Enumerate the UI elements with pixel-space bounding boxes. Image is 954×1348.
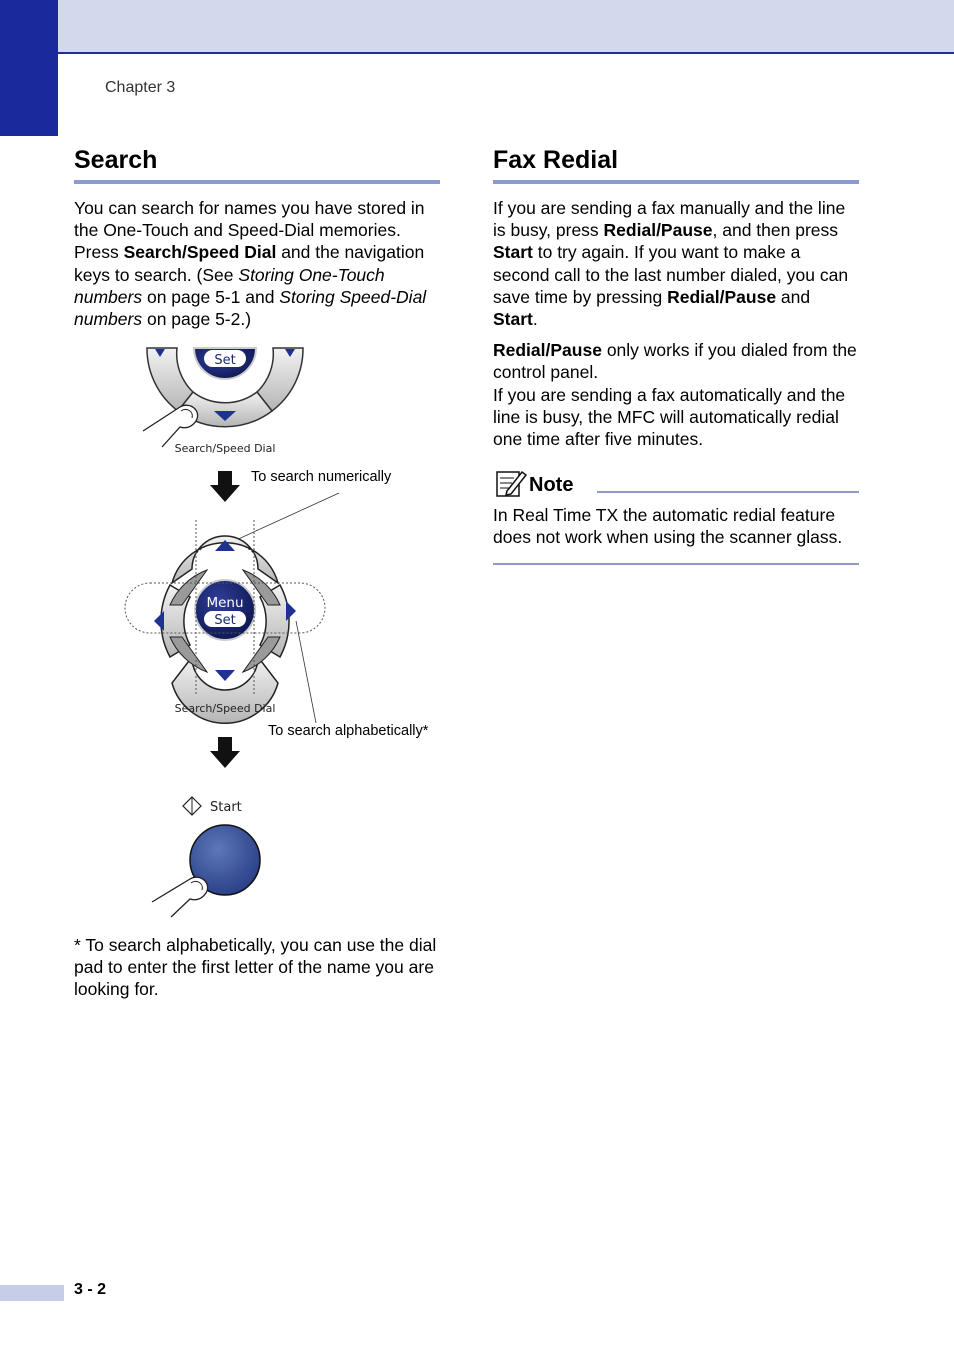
text-run: and the navigation keys to search. (See <box>74 242 425 285</box>
note-pencil-icon <box>495 469 527 499</box>
text-run: on page 5-2.) <box>142 309 252 330</box>
text-run: Redial/Pause <box>493 340 602 360</box>
down-arrow-icon-full <box>215 670 235 681</box>
note-bottom-rule <box>493 563 859 565</box>
set-label-full: Set <box>214 613 236 628</box>
search-intro <box>74 197 444 330</box>
left-arrow-icon-full <box>154 611 164 631</box>
text-run: Search/Speed Dial <box>123 242 277 263</box>
finger-icon <box>143 405 198 447</box>
header-band <box>0 0 954 54</box>
search-numerically-label: To search numerically <box>251 469 392 485</box>
set-label-top: Set <box>214 353 236 368</box>
navigation-keys-diagram <box>110 345 450 925</box>
text-run: Start <box>493 309 533 330</box>
search-speed-dial-label-full: Search/Speed Dial <box>174 702 276 715</box>
page-number: 3 - 2 <box>74 1281 107 1298</box>
keypad-full <box>125 520 325 723</box>
fax-redial-heading: Fax Redial <box>493 146 619 174</box>
arrow-down-icon-2 <box>210 737 240 768</box>
text-run: Storing Speed-Dial numbers <box>74 286 427 330</box>
chapter-tab <box>0 0 58 136</box>
note-text: In Real Time TX the automatic redial feature does not work when using the scanner glass. <box>493 505 843 548</box>
fax-redial-para1 <box>493 197 859 330</box>
fax-redial-para2 <box>493 339 859 383</box>
text-run: on page 5-1 and <box>142 286 280 307</box>
text-run: only works if you dialed from the control panel. <box>493 340 857 383</box>
search-footnote: * To search alphabetically, you can use the dial pad to enter the first letter of the name you are looking for. <box>74 935 437 1000</box>
note-rule <box>597 491 859 493</box>
chapter-label: Chapter 3 <box>105 79 176 96</box>
search-alphabetically-label: To search alphabetically* <box>268 723 429 739</box>
text-run: Start <box>493 242 533 263</box>
search-heading-rule <box>74 180 440 184</box>
search-speed-dial-label-top: Search/Speed Dial <box>174 442 276 455</box>
finger-icon-start <box>152 877 208 917</box>
text-run: and <box>776 286 811 307</box>
search-heading: Search <box>74 146 158 174</box>
start-label: Start <box>210 800 242 815</box>
fax-redial-para3: If you are sending a fax automatically and the line is busy, the MFC will automatically redial one time after five minutes. <box>493 385 846 450</box>
leader-line-numerically <box>234 493 339 541</box>
note-title: Note <box>529 474 574 496</box>
text-run: Redial/Pause <box>603 220 713 241</box>
text-run: If you are sending a fax manually and the line is busy, press <box>493 198 846 241</box>
text-run: Storing One-Touch numbers <box>74 264 385 307</box>
fax-redial-heading-rule <box>493 180 859 184</box>
right-arrow-icon-full <box>286 601 296 621</box>
start-diamond-icon <box>183 797 201 815</box>
text-run: . <box>532 309 538 330</box>
footer-bar <box>0 1285 64 1301</box>
keypad-top <box>143 348 303 447</box>
text-run: , and then press <box>712 220 838 241</box>
text-run: to try again. If you want to make a second call to the last number dialed, you can save time by pressing <box>493 242 849 307</box>
arrow-down-icon <box>210 471 240 502</box>
leader-line-alphabetically <box>296 621 316 723</box>
text-run: Redial/Pause <box>667 286 777 307</box>
text-run: You can search for names you have stored in the One-Touch and Speed-Dial memories. Press <box>74 198 425 263</box>
menu-label: Menu <box>206 595 244 611</box>
